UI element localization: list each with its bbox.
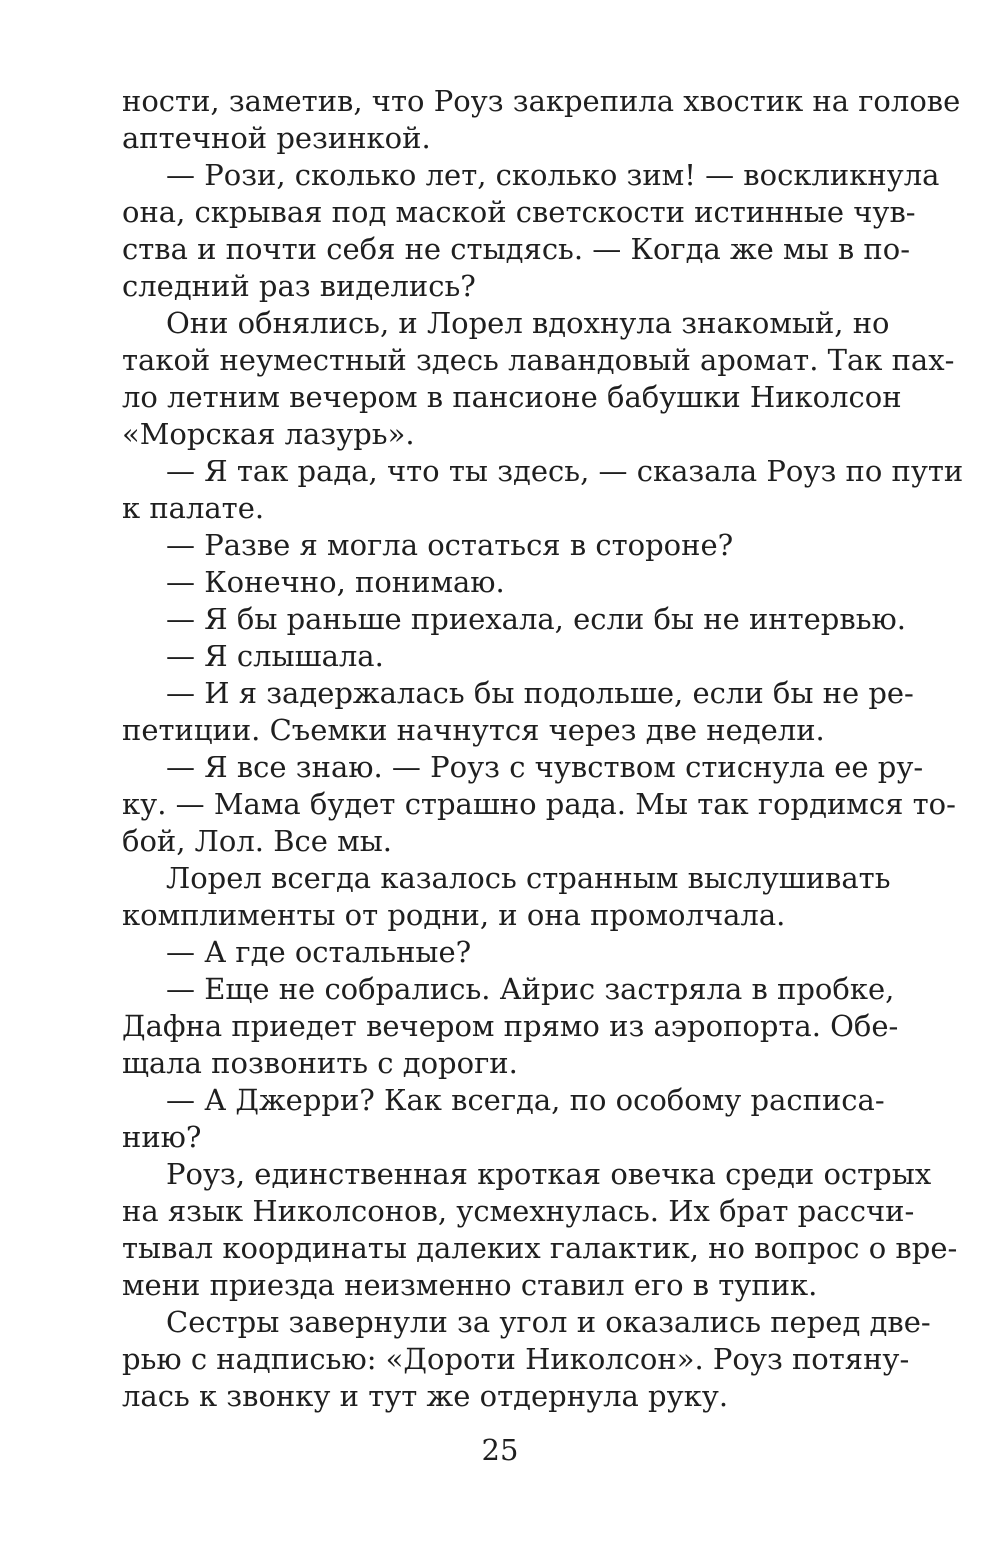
text-line: — Я слышала.	[166, 639, 384, 673]
text-line: аптечной резинкой.	[122, 121, 431, 155]
page-number: 25	[481, 1433, 519, 1467]
text-line: на язык Николсонов, усмехнулась. Их брат рассчи-	[122, 1194, 915, 1228]
text-line: — А Джерри? Как всегда, по особому расписа-	[166, 1083, 885, 1117]
text-line: Сестры завернули за угол и оказались перед две-	[166, 1305, 931, 1339]
text-line: рью с надписью: «Дороти Николсон». Роуз потяну-	[122, 1342, 910, 1376]
text-line: щала позвонить с дороги.	[122, 1046, 518, 1080]
text-line: — Конечно, понимаю.	[166, 565, 505, 599]
text-line: бой, Лол. Все мы.	[122, 824, 392, 858]
text-line: нию?	[122, 1120, 202, 1154]
text-line: Лорел всегда казалось странным выслушивать	[166, 861, 891, 895]
text-line: — Рози, сколько лет, сколько зим! — воскликнула	[166, 158, 940, 192]
text-line: следний раз виделись?	[122, 269, 476, 303]
text-line: — И я задержалась бы подольше, если бы не ре-	[166, 676, 914, 710]
text-line: ности, заметив, что Роуз закрепила хвостик на голове	[122, 84, 961, 118]
text-line: такой неуместный здесь лавандовый аромат. Так пах-	[122, 343, 955, 377]
text-line: лась к звонку и тут же отдернула руку.	[122, 1379, 729, 1413]
body-text	[122, 83, 964, 1415]
text-line: Роуз, единственная кроткая овечка среди острых	[166, 1157, 932, 1191]
text-line: ло летним вечером в пансионе бабушки Николсон	[122, 380, 902, 414]
text-line: ства и почти себя не стыдясь. — Когда же мы в по-	[122, 232, 911, 266]
text-line: — Я все знаю. — Роуз с чувством стиснула ее ру-	[166, 750, 924, 784]
text-line: мени приезда неизменно ставил его в тупик.	[122, 1268, 818, 1302]
text-line: комплименты от родни, и она промолчала.	[122, 898, 786, 932]
text-line: — Разве я могла остаться в стороне?	[166, 528, 734, 562]
text-line: — Я так рада, что ты здесь, — сказала Роуз по пути	[166, 454, 964, 488]
text-line: — Я бы раньше приехала, если бы не интервью.	[166, 602, 906, 636]
text-line: Дафна приедет вечером прямо из аэропорта. Обе-	[122, 1009, 899, 1043]
text-line: — А где остальные?	[166, 935, 472, 969]
text-line: «Морская лазурь».	[122, 417, 415, 451]
text-line: к палате.	[122, 491, 265, 525]
text-line: она, скрывая под маской светскости истинные чув-	[122, 195, 916, 229]
text-line: тывал координаты далеких галактик, но вопрос о вре-	[122, 1231, 958, 1265]
text-line: Они обнялись, и Лорел вдохнула знакомый, но	[166, 306, 890, 340]
text-line: ку. — Мама будет страшно рада. Мы так гордимся то-	[122, 787, 956, 821]
text-line: петиции. Съемки начнутся через две недели.	[122, 713, 825, 747]
text-line: — Еще не собрались. Айрис застряла в пробке,	[166, 972, 895, 1006]
